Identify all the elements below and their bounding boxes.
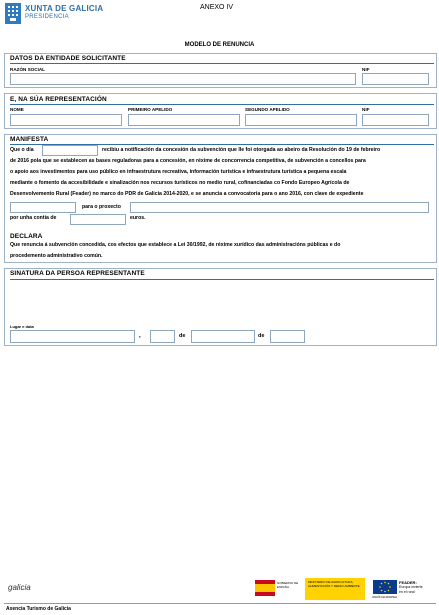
apelido1-label: PRIMEIRO APELIDO xyxy=(128,107,173,112)
manifesta-line1b: recibiu a notificación da concesión da subvención que lle foi otorgada ao abeiro da Resolución do 19 de febreiro xyxy=(102,147,381,153)
manifesta-line1a: Que o día xyxy=(10,147,34,153)
section4-rule xyxy=(10,279,434,280)
expediente-field[interactable] xyxy=(10,202,76,213)
feader-line1: Europa invierte xyxy=(399,585,423,589)
date-notification-field[interactable] xyxy=(42,145,98,156)
razon-social-label: RAZÓN SOCIAL xyxy=(10,67,45,72)
apelido2-field[interactable] xyxy=(245,114,357,126)
nome-field[interactable] xyxy=(10,114,122,126)
year-field[interactable] xyxy=(270,330,305,343)
apelido1-field[interactable] xyxy=(128,114,240,126)
day-field[interactable] xyxy=(150,330,175,343)
contia-label: por unha contía de xyxy=(10,215,57,221)
section1-rule xyxy=(10,63,434,64)
proxecto-field[interactable] xyxy=(130,202,429,213)
euros-label: euros. xyxy=(130,215,146,221)
month-field[interactable] xyxy=(191,330,255,343)
manifesta-line3: o apoio aos investimentos para uso público en infraestrutura recreativa, información turística e infraestrutura turística a pequena escala xyxy=(10,169,347,175)
razon-social-field[interactable] xyxy=(10,73,356,85)
eu-logo xyxy=(372,580,398,600)
nome-label: NOME xyxy=(10,107,24,112)
section2-rule xyxy=(10,104,434,105)
spain-gov-logo xyxy=(255,578,365,600)
lugar-data-label: Lugar e data xyxy=(10,324,34,329)
nif1-field[interactable] xyxy=(362,73,429,85)
apelido2-label: SEGUNDO APELIDO xyxy=(245,107,290,112)
manifesta-line4: mediante o fomento da accesibilidade e sinalización nos recursos turísticos no medio rural, cofinanciadas co Fondo Europeo Agrícola de xyxy=(10,180,350,186)
xunta-logo xyxy=(5,3,21,24)
declara-line1: Que renuncia á subvención concedida, cos efectos que establece a Lei 30/1992, de réxime xurídico das administracións públicas e do xyxy=(10,242,341,248)
de2-label: de xyxy=(258,333,265,339)
section2-title: E, NA SÚA REPRESENTACIÓN xyxy=(10,96,107,103)
section1-title: DATOS DA ENTIDADE SOLICITANTE xyxy=(10,55,126,62)
declara-title: DECLARA xyxy=(10,233,43,240)
feader-line2: en el rural xyxy=(399,589,415,594)
annex-label: ANEXO IV xyxy=(200,4,234,11)
section4-title: SINATURA DA PERSOA REPRESENTANTE xyxy=(10,270,145,277)
xunta-emblem-icon xyxy=(5,3,21,24)
manifesta-line5: Desenvolvemento Rural (Feader) no marco do PDR de Galicia 2014-2020, e se anuncia a convocatoria para o ano 2016, con clave de expediente xyxy=(10,191,364,197)
org-sub: PRESIDENCIA xyxy=(25,14,69,20)
feader-block xyxy=(399,580,437,594)
nif1-label: NIF xyxy=(362,67,370,72)
agency-name: Axencia Turismo de Galicia xyxy=(6,606,71,612)
galicia-logo xyxy=(8,583,31,592)
eu-flag-icon xyxy=(373,580,397,594)
section3-title: MANIFESTA xyxy=(10,136,49,143)
spain-flag-icon xyxy=(255,580,275,596)
nif2-label: NIF xyxy=(362,107,370,112)
eu-label: UNIÓN EUROPEA xyxy=(372,595,398,599)
gov-text1: GOBIERNO DE ESPAÑA xyxy=(277,581,299,589)
gov-text2: MINISTERIO DE AGRICULTURA, ALIMENTACIÓN Y MEDIO AMBIENTE xyxy=(308,580,360,588)
org-name: XUNTA DE GALICIA xyxy=(25,4,104,13)
contia-field[interactable] xyxy=(70,214,126,225)
lugar-field[interactable] xyxy=(10,330,135,343)
nif2-field[interactable] xyxy=(362,114,429,126)
eu-stars-icon xyxy=(373,580,397,594)
feader-title: FEADER: xyxy=(399,580,417,585)
galicia-logo-text: galicia xyxy=(8,583,31,592)
declara-line2: procedemento administrativo común. xyxy=(10,253,103,259)
footer-rule xyxy=(4,603,436,604)
manifesta-line2: de 2016 pola que se establecen as bases reguladoras para a concesión, en réxime de concorrencia competitiva, de subvención a concellos para xyxy=(10,158,366,164)
form-title: MODELO DE RENUNCIA xyxy=(184,42,255,48)
proxecto-label: para o proxecto xyxy=(82,204,121,210)
comma-sep: , xyxy=(139,333,141,339)
de1-label: de xyxy=(179,333,186,339)
